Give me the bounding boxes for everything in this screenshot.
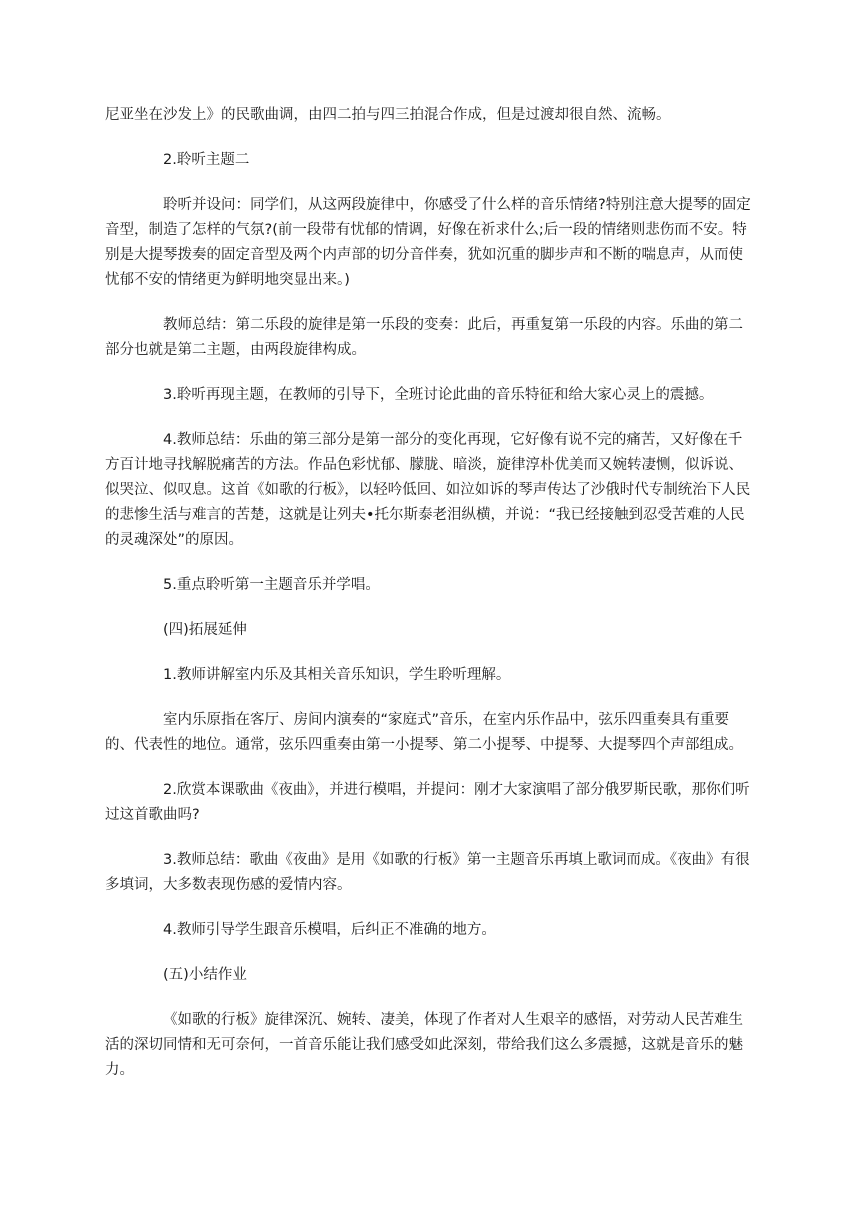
paragraph-recap-theme: 3.聆听再现主题，在教师的引导下，全班讨论此曲的音乐特征和给大家心灵上的震撼。 (163, 387, 714, 403)
section-heading-summary: (五)小结作业 (163, 967, 247, 983)
paragraph-teacher-summary-third: 4.教师总结：乐曲的第三部分是第一部分的变化再现，它好像有说不完的痛苦，又好像在千方百计地寻找解脱痛苦的方法。作品色彩忧郁、朦胧、暗淡，旋律淳朴优美而又婉转凄恻，似诉说、似哭泣、似叹息。这首《如歌的行板》，以轻吟低回、如泣如诉的琴声传达了沙俄时代专制统治下人民的悲惨生活与难言的苦楚，这就是让列夫•托尔斯泰老泪纵横，并说：“我已经接触到忍受苦难的人民的灵魂深处”的原因。 (105, 432, 751, 548)
paragraph-listening-question: 聆听并设问：同学们，从这两段旋律中，你感受了什么样的音乐情绪?特别注意大提琴的固定音型，制造了怎样的气氛?(前一段带有忧郁的情调，好像在祈求什么;后一段的情绪则悲伤而不安。特别是大提琴拨奏的固定音型及两个内声部的切分音伴奏，犹如沉重的脚步声和不断的喘息声，从而使忧郁不安的情绪更为鲜明地突显出来。) (105, 197, 751, 288)
paragraph-conclusion: 《如歌的行板》旋律深沉、婉转、凄美，体现了作者对人生艰辛的感悟，对劳动人民苦难生活的深切同情和无可奈何，一首音乐能让我们感受如此深刻，带给我们这么多震撼，这就是音乐的魅力。 (105, 1012, 743, 1078)
paragraph-chamber-music-intro: 1.教师讲解室内乐及其相关音乐知识，学生聆听理解。 (163, 667, 511, 683)
paragraph-singing-guidance: 4.教师引导学生跟音乐模唱，后纠正不准确的地方。 (163, 922, 496, 938)
paragraph-chamber-music-definition: 室内乐原指在客厅、房间内演奏的“家庭式”音乐，在室内乐作品中，弦乐四重奏具有重要的、代表性的地位。通常，弦乐四重奏由第一小提琴、第二小提琴、中提琴、大提琴四个声部组成。 (105, 712, 743, 753)
paragraph-nocturne-appreciation: 2.欣赏本课歌曲《夜曲》，并进行模唱，并提问：刚才大家演唱了部分俄罗斯民歌，那你们听过这首歌曲吗? (105, 782, 750, 823)
paragraph-focus-listen: 5.重点聆听第一主题音乐并学唱。 (163, 577, 380, 593)
paragraph-nocturne-summary: 3.教师总结：歌曲《夜曲》是用《如歌的行板》第一主题音乐再填上歌词而成。《夜曲》有很多填词，大多数表现伤感的爱情内容。 (105, 852, 750, 893)
paragraph-teacher-summary-second: 教师总结：第二乐段的旋律是第一乐段的变奏：此后，再重复第一乐段的内容。乐曲的第二部分也就是第二主题，由两段旋律构成。 (105, 317, 743, 358)
document-body (105, 103, 753, 1103)
paragraph-continued-text: 尼亚坐在沙发上》的民歌曲调，由四二拍与四三拍混合作成，但是过渡却很自然、流畅。 (105, 107, 671, 123)
section-heading-listen-theme-two: 2.聆听主题二 (163, 152, 250, 168)
section-heading-extension: (四)拓展延伸 (163, 622, 247, 638)
